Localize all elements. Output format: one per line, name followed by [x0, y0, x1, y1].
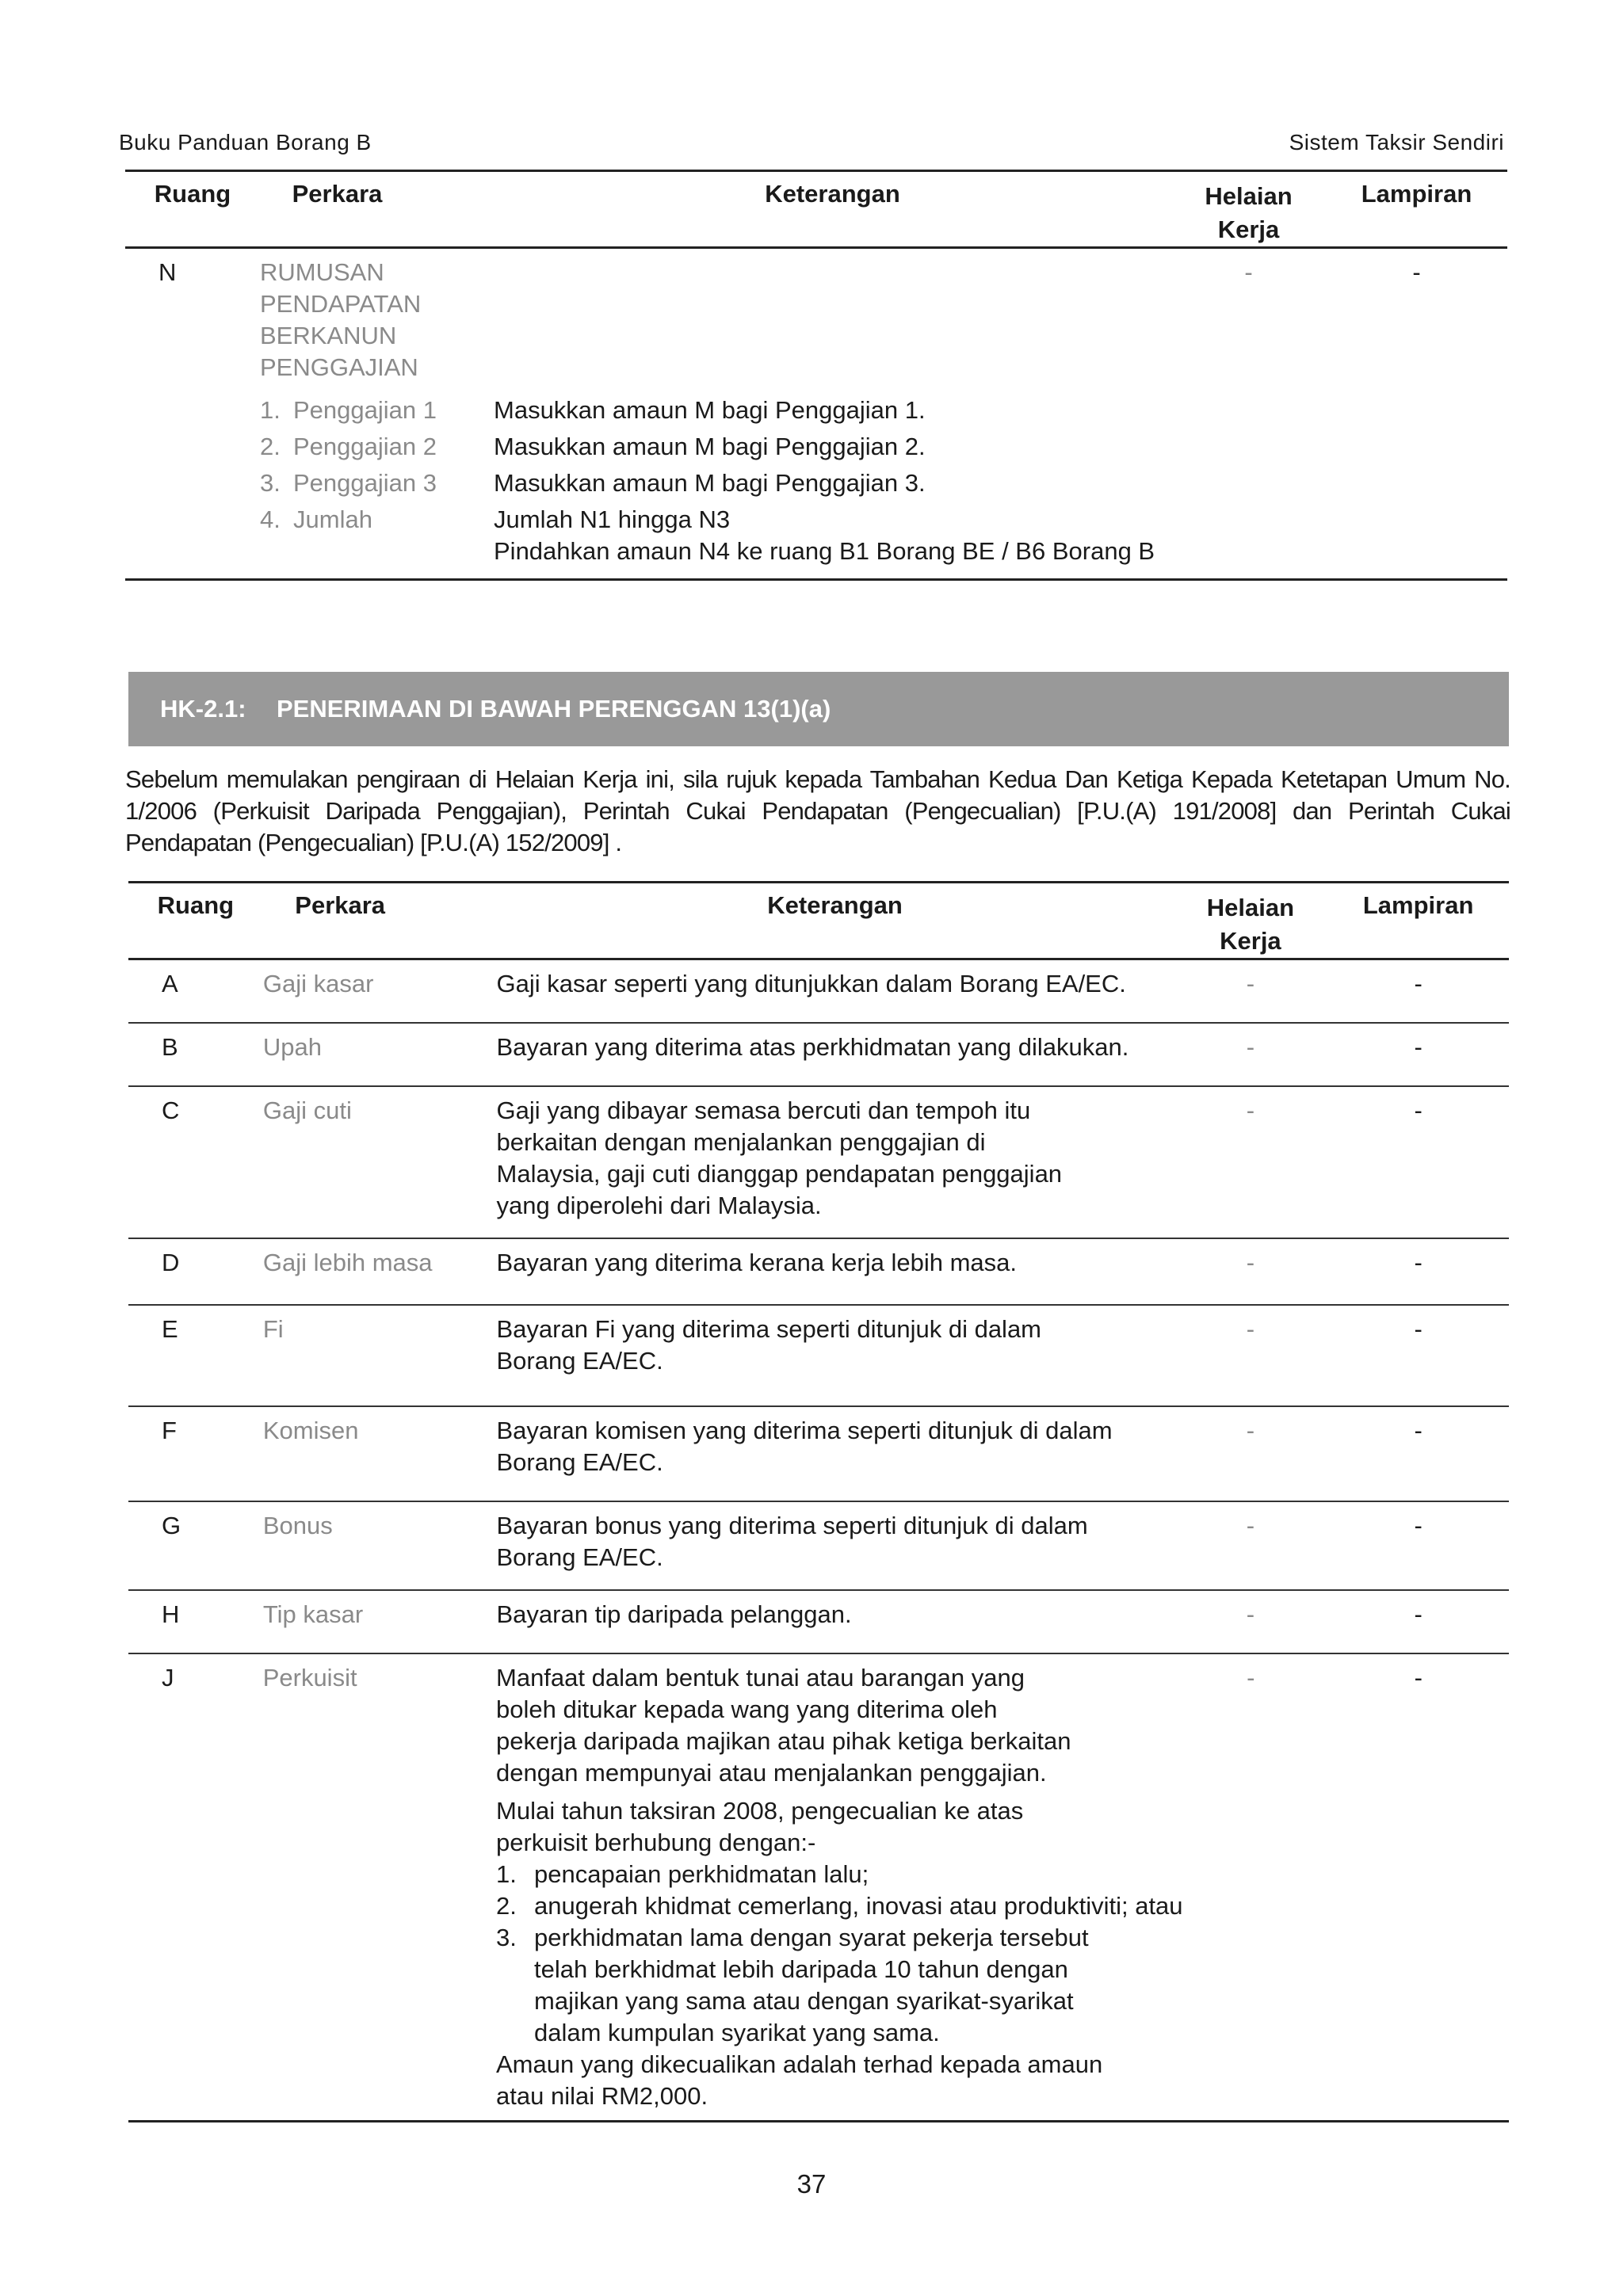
col-lampiran: Lampiran — [1362, 891, 1474, 919]
row-helaian: - — [1247, 1664, 1255, 1691]
table-row — [128, 1591, 1509, 1654]
item-number: 4. — [260, 505, 281, 533]
row-keterangan — [497, 1502, 1174, 1581]
row-perkara: Perkuisit — [262, 1664, 357, 1691]
row-keterangan — [497, 1024, 1174, 1071]
row-perkara: Upah — [262, 1033, 322, 1061]
desc-line: telah berkhidmat lebih daripada 10 tahun dengan — [534, 1955, 1068, 1983]
row-perkara: Gaji kasar — [262, 970, 374, 997]
table-penerimaan — [128, 881, 1509, 2122]
desc-line: boleh ditukar kepada wang yang diterima oleh — [496, 1695, 998, 1723]
row-ruang: H — [162, 1600, 180, 1628]
desc-line: dalam kumpulan syarikat yang sama. — [534, 2019, 940, 2046]
row-lampiran: - — [1414, 1600, 1423, 1628]
section-intro: Sebelum memulakan pengiraan di Helaian Kerja ini, sila rujuk kepada Tambahan Kedua Dan Ketiga Kepada Ketetapan Umum No. 1/2006 (Perkuisit Daripada Penggajian), Perintah Cukai Pendapatan (Pengecualian) [P.U.(A) 191/2008] dan Perintah Cukai Pendapatan (Pengecualian) [P.U.(A) 152/2009] . — [125, 765, 1510, 856]
running-header-right: Sistem Taksir Sendiri — [1289, 130, 1504, 154]
row-helaian: - — [1246, 1315, 1255, 1343]
row-perkara: Fi — [262, 1315, 284, 1343]
desc-line: Gaji kasar seperti yang ditunjukkan dalam Borang EA/EC. — [496, 970, 1126, 997]
list-item — [260, 504, 1171, 567]
desc-line: Masukkan amaun M bagi Penggajian 1. — [494, 396, 926, 424]
item-text: pencapaian perkhidmatan lalu; — [534, 1860, 869, 1888]
desc-line: Masukkan amaun M bagi Penggajian 3. — [494, 469, 926, 497]
item-number: 1. — [260, 396, 281, 424]
title-line: BERKANUN — [260, 322, 397, 349]
table-row — [128, 1407, 1509, 1502]
row-keterangan — [497, 1087, 1174, 1230]
row-keterangan — [497, 1239, 1174, 1287]
row-helaian: - — [1246, 970, 1255, 997]
row-ruang: B — [162, 1033, 178, 1061]
item-text — [534, 1922, 1089, 2049]
table-header — [125, 172, 1507, 249]
row-ruang: C — [162, 1097, 180, 1124]
table-body — [128, 960, 1509, 1654]
item-desc — [494, 431, 1171, 463]
desc-line: Bayaran bonus yang diterima seperti ditunjuk di dalam — [496, 1512, 1088, 1539]
desc-line: Borang EA/EC. — [496, 1347, 663, 1375]
row-keterangan — [497, 960, 1174, 1008]
item-number: 2. — [260, 433, 281, 460]
table-row — [128, 1239, 1509, 1306]
row-lampiran: - — [1412, 258, 1421, 286]
section-title: PENERIMAAN DI BAWAH PERENGGAN 13(1)(a) — [277, 695, 831, 723]
row-keterangan — [496, 1654, 1183, 2120]
col-helaian-kerja: Helaian Kerja — [1205, 182, 1293, 243]
row-helaian: - — [1246, 1097, 1255, 1124]
item-number: 3. — [260, 469, 281, 497]
desc-line: Borang EA/EC. — [496, 1543, 663, 1571]
col-keterangan: Keterangan — [765, 180, 900, 208]
desc-line: Bayaran Fi yang diterima seperti ditunjuk di dalam — [496, 1315, 1042, 1343]
col-perkara: Perkara — [295, 891, 386, 919]
row-lampiran: - — [1414, 1315, 1423, 1343]
list-item — [260, 467, 1171, 499]
item-label: Penggajian 2 — [293, 433, 437, 460]
desc-line: berkaitan dengan menjalankan penggajian di — [496, 1128, 986, 1156]
col-lampiran: Lampiran — [1361, 180, 1472, 208]
desc-line: majikan yang sama atau dengan syarikat-syarikat — [534, 1987, 1074, 2015]
item-number: 2. — [496, 1892, 517, 1920]
row-ruang: F — [162, 1417, 177, 1444]
table-rumusan — [125, 170, 1507, 581]
title-line: RUMUSAN — [260, 258, 384, 286]
item-desc — [494, 504, 1171, 567]
row-perkara: Gaji cuti — [262, 1097, 352, 1124]
desc-line: Bayaran yang diterima atas perkhidmatan yang dilakukan. — [496, 1033, 1129, 1061]
row-perkara: Komisen — [262, 1417, 359, 1444]
item-label: Penggajian 3 — [293, 469, 437, 497]
col-ruang: Ruang — [154, 180, 231, 208]
running-header-left: Buku Panduan Borang B — [119, 130, 372, 154]
title-line: PENDAPATAN — [260, 290, 422, 318]
item-desc — [494, 395, 1171, 426]
table-header — [128, 883, 1509, 960]
row-keterangan — [497, 1407, 1174, 1486]
col-perkara: Perkara — [292, 180, 383, 208]
row-perkara: Gaji lebih masa — [262, 1249, 433, 1276]
row-body — [260, 249, 1171, 575]
col-keterangan: Keterangan — [767, 891, 903, 919]
list-item — [496, 1890, 1183, 1922]
desc-line: Masukkan amaun M bagi Penggajian 2. — [494, 433, 926, 460]
row-ruang: N — [158, 258, 177, 286]
row-keterangan — [497, 1306, 1174, 1385]
page-number: 37 — [796, 2169, 827, 2199]
row-lampiran: - — [1414, 1097, 1423, 1124]
desc-line: Manfaat dalam bentuk tunai atau barangan yang — [496, 1664, 1025, 1691]
list-item — [496, 1859, 1174, 1890]
row-perkara: Bonus — [262, 1512, 333, 1539]
desc-line: Malaysia, gaji cuti dianggap pendapatan penggajian — [496, 1160, 1063, 1188]
section-banner — [128, 672, 1509, 746]
list-item — [260, 395, 1171, 426]
row-keterangan — [497, 1591, 1174, 1638]
desc-line: perkhidmatan lama dengan syarat pekerja tersebut — [534, 1924, 1089, 1951]
table-row — [128, 960, 1509, 1024]
row-ruang: D — [162, 1249, 180, 1276]
row-helaian: - — [1246, 1033, 1255, 1061]
desc-line: pekerja daripada majikan atau pihak ketiga berkaitan — [496, 1727, 1071, 1755]
desc-line: Mulai tahun taksiran 2008, pengecualian ke atas — [496, 1797, 1024, 1825]
row-lampiran: - — [1414, 1512, 1423, 1539]
item-text: anugerah khidmat cemerlang, inovasi atau produktiviti; atau — [534, 1892, 1183, 1920]
desc-line: Bayaran yang diterima kerana kerja lebih masa. — [496, 1249, 1018, 1276]
row-helaian: - — [1246, 1417, 1255, 1444]
row-lampiran: - — [1414, 970, 1423, 997]
row-ruang: E — [162, 1315, 178, 1343]
row-lampiran: - — [1414, 1033, 1423, 1061]
desc-line: Bayaran tip daripada pelanggan. — [496, 1600, 852, 1628]
row-ruang: G — [162, 1512, 181, 1539]
row-lampiran: - — [1414, 1249, 1423, 1276]
item-label: Penggajian 1 — [293, 396, 437, 424]
desc-line: Borang EA/EC. — [496, 1448, 663, 1476]
row-perkara: Tip kasar — [262, 1600, 364, 1628]
desc-line: Gaji yang dibayar semasa bercuti dan tempoh itu — [496, 1097, 1031, 1124]
rumusan-title — [260, 257, 1171, 390]
row-ruang: A — [162, 970, 178, 997]
item-number: 1. — [496, 1860, 517, 1888]
col-ruang: Ruang — [157, 891, 235, 919]
list-item — [496, 1922, 1174, 2049]
desc-line: Amaun yang dikecualikan adalah terhad kepada amaun — [496, 2050, 1103, 2078]
table-row — [125, 249, 1507, 581]
table-row — [128, 1502, 1509, 1591]
item-number: 3. — [496, 1924, 517, 1951]
table-row — [128, 1024, 1509, 1087]
desc-line: perkuisit berhubung dengan:- — [496, 1829, 816, 1856]
desc-line: atau nilai RM2,000. — [496, 2082, 708, 2110]
desc-line: Jumlah N1 hingga N3 — [494, 505, 731, 533]
desc-line: yang diperolehi dari Malaysia. — [496, 1192, 822, 1219]
row-helaian: - — [1244, 258, 1253, 286]
list-item — [260, 431, 1171, 463]
row-helaian: - — [1246, 1249, 1255, 1276]
col-helaian-kerja: Helaian Kerja — [1206, 894, 1295, 955]
row-ruang: J — [162, 1664, 174, 1691]
table-row — [128, 1087, 1509, 1239]
row-helaian: - — [1246, 1600, 1255, 1628]
item-label: Jumlah — [293, 505, 372, 533]
table-row — [128, 1306, 1509, 1407]
section-code: HK-2.1: — [160, 695, 246, 723]
desc-line: Bayaran komisen yang diterima seperti ditunjuk di dalam — [496, 1417, 1113, 1444]
desc-line: Pindahkan amaun N4 ke ruang B1 Borang BE / B6 Borang B — [494, 537, 1155, 565]
row-lampiran: - — [1414, 1664, 1423, 1691]
row-lampiran: - — [1414, 1417, 1423, 1444]
title-line: PENGGAJIAN — [260, 353, 418, 381]
item-desc — [494, 467, 1171, 499]
desc-line: dengan mempunyai atau menjalankan penggajian. — [496, 1759, 1047, 1787]
row-helaian: - — [1246, 1512, 1255, 1539]
table-row — [128, 1654, 1509, 2122]
